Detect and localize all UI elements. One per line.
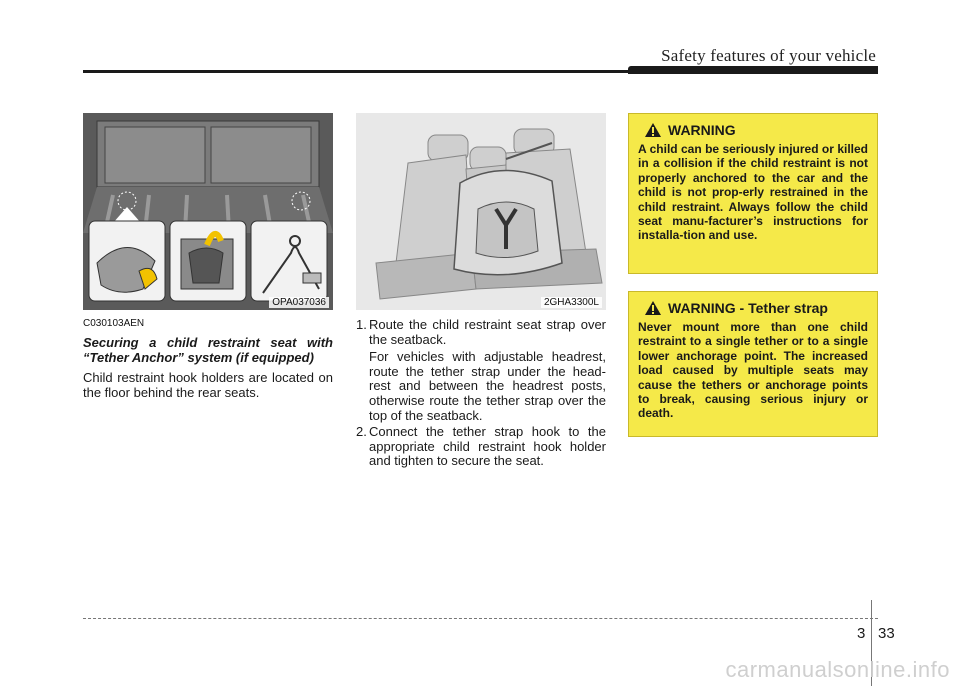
warning-text: A child can be seriously injured or killed in a collision if the child restraint is not properly anchored to the car and the child is not prop-erly restrained in the child restraint. Always follow the child seat manu-facturer’s instructions for installa-tion and use. (638, 142, 868, 243)
trunk-anchor-figure (83, 113, 333, 310)
warning-title: WARNING (668, 122, 736, 138)
warning-triangle-icon (644, 300, 662, 316)
footer-dashed-rule (83, 618, 878, 619)
step-note: For vehicles with adjustable headrest, route the tether strap under the head-rest and between the headrest posts, otherwise route the tether strap over the top of the seatback. (369, 349, 606, 423)
step-number: 1. (356, 317, 367, 332)
child-seat-figure (356, 113, 606, 310)
figure-code: 2GHA3300L (541, 297, 602, 308)
warning-header (644, 300, 868, 316)
site-watermark: carmanualsonline.info (725, 657, 950, 682)
warning-box (628, 113, 878, 274)
trunk-illustration (83, 113, 333, 310)
warning-box (628, 291, 878, 437)
step-text: Connect the tether strap hook to the appropriate child restraint hook holder and tighten to secure the seat. (369, 424, 606, 469)
section-title: Safety features of your vehicle (661, 46, 876, 65)
figure-code: OPA037036 (269, 297, 329, 308)
child-seat-illustration (356, 113, 606, 310)
warning-title: WARNING - Tether strap (668, 300, 828, 316)
body-paragraph: Child restraint hook holders are located on the floor behind the rear seats. (83, 370, 333, 400)
warning-header (644, 122, 868, 138)
instructions-column (356, 318, 606, 469)
instruction-step (356, 425, 606, 469)
instruction-step (356, 318, 606, 347)
header-tab (628, 66, 878, 74)
warning-text: Never mount more than one child restraint to a single tether or to a single lower anchorage point. The increased load caused by multiple seats may cause the tethers or anchorage points to break, causing serious injury or death. (638, 320, 868, 421)
left-text-column (83, 318, 333, 400)
step-number: 2. (356, 424, 367, 440)
section-code: C030103AEN (83, 318, 145, 329)
page-number: 33 (878, 625, 895, 642)
warning-triangle-icon (644, 122, 662, 138)
step-text: Route the child restraint seat strap over the seatback. (369, 317, 606, 347)
chapter-number: 3 (857, 625, 866, 642)
subsection-heading: Securing a child restraint seat with “Tether Anchor” system (if equipped) (83, 335, 333, 365)
